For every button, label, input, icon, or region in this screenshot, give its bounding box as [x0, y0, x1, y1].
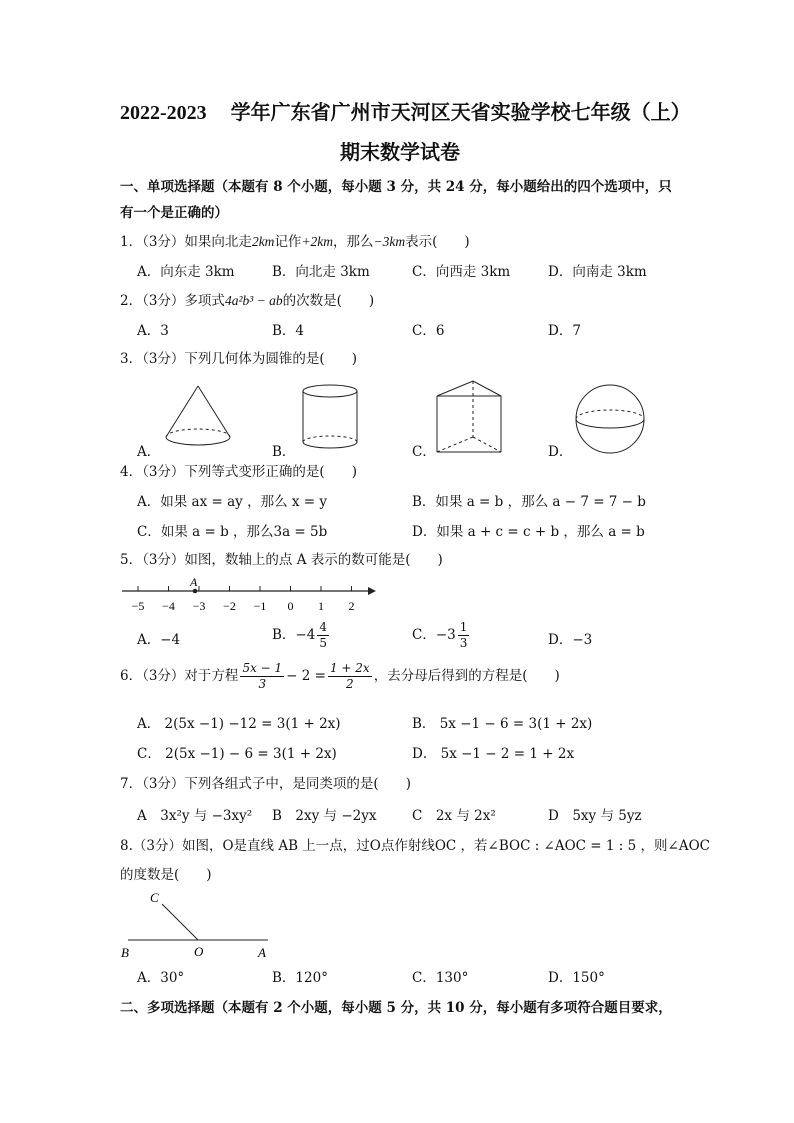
label-o: O	[194, 944, 204, 959]
q6-frac1-den: 3	[258, 677, 267, 691]
question-2	[120, 289, 374, 309]
q7-option-a[interactable]: A 3x²y 与 −3xy²	[137, 808, 253, 824]
q1-text-d: 表示( )	[405, 234, 470, 250]
q8-option-a[interactable]: A．30°	[137, 970, 185, 986]
q5-option-c-num: 1	[459, 620, 468, 634]
axis-label: −1	[253, 599, 267, 613]
q4-option-b[interactable]: B．如果 a = b ，那么 a − 7 = 7 − b	[412, 494, 646, 510]
question-4: 4．（3分）下列等式变形正确的是( )	[120, 464, 357, 480]
q4-option-d[interactable]: D．如果 a + c = c + b ，那么 a = b	[412, 524, 645, 540]
q1-option-d[interactable]: D．向南走 3km	[548, 264, 647, 280]
axis-label: −3	[192, 599, 206, 613]
number-line	[118, 574, 386, 616]
q5-option-a[interactable]: A．−4	[137, 632, 181, 648]
q6-option-b[interactable]: B． 5x −1 − 6 = 3(1 + 2x)	[412, 716, 593, 732]
q5-option-b-den: 5	[319, 636, 327, 650]
point-a-dot	[193, 589, 198, 594]
q2-option-d[interactable]: D．7	[548, 323, 581, 339]
q1-option-b[interactable]: B．向北走 3km	[272, 264, 370, 280]
q2-option-c[interactable]: C．6	[412, 323, 445, 339]
q8-option-d[interactable]: D．150°	[548, 970, 605, 986]
label-b: B	[121, 945, 129, 960]
q2-text-b: 的次数是( )	[282, 293, 375, 309]
q6-text-a: 6．（3分）对于方程	[120, 668, 239, 684]
q5-option-d[interactable]: D．−3	[548, 632, 593, 648]
q5-option-c-den: 3	[459, 636, 468, 650]
q1-math-1: 2km	[251, 234, 275, 249]
angle-figure	[118, 886, 278, 962]
axis-label: −5	[131, 599, 145, 613]
sphere-figure	[572, 381, 648, 457]
question-5: 5．（3分）如图，数轴上的点 A 表示的数可能是( )	[120, 552, 443, 568]
q6-option-a[interactable]: A． 2(5x −1) −12 = 3(1 + 2x)	[137, 716, 341, 732]
question-8: 8.（3分）如图，O是直线 AB 上一点，过O点作射线OC ，若∠BOC : ∠AOC = 1 : 5 ，则∠AOC	[120, 838, 710, 854]
title-rest: 学年广东省广州市天河区天省实验学校七年级（上）	[230, 102, 691, 124]
title-line1	[120, 96, 691, 125]
q4-option-a[interactable]: A．如果 ax = ay ，那么 x = y	[137, 494, 327, 510]
q7-option-d[interactable]: D 5xy 与 5yz	[548, 808, 642, 824]
title-year: 2022-2023	[120, 102, 207, 124]
question-6	[120, 661, 560, 692]
q1-text-c: ，那么	[333, 234, 374, 250]
axis-label: −4	[162, 599, 175, 613]
q1-option-a[interactable]: A．向东走 3km	[137, 264, 235, 280]
prism-figure	[433, 376, 507, 458]
question-1	[120, 230, 470, 250]
section1-heading: 一、单项选择题（本题有 8 个小题，每小题 3 分，共 24 分，每小题给出的四个选项中，只	[120, 179, 672, 195]
q5-option-b-whole: B．−4	[272, 627, 316, 643]
axis-label: 2	[348, 599, 355, 613]
q1-math-3: −3km	[373, 234, 406, 249]
question-3: 3．（3分）下列几何体为圆锥的是( )	[120, 351, 357, 367]
q2-option-a[interactable]: A．3	[137, 323, 169, 339]
section1-heading-cont: 有一个是正确的）	[120, 205, 228, 221]
q2-option-b[interactable]: B．4	[272, 323, 305, 339]
q2-math: 4a²b³ − ab	[224, 293, 283, 308]
q4-option-c[interactable]: C．如果 a = b ，那么3a = 5b	[137, 524, 328, 540]
q5-option-b[interactable]	[272, 620, 331, 651]
axis-label: 0	[287, 599, 294, 613]
q6-mid: − 2 =	[286, 668, 326, 684]
q3-option-d[interactable]: D．	[548, 444, 573, 460]
q3-option-c[interactable]: C．	[412, 444, 436, 460]
q3-option-b[interactable]: B．	[272, 444, 296, 460]
q5-option-b-num: 4	[319, 620, 327, 634]
section2-heading: 二、多项选择题（本题有 2 个小题，每小题 5 分，共 10 分，每小题有多项符合题目要求，	[120, 1000, 672, 1016]
q3-option-a[interactable]: A．	[137, 444, 161, 460]
q6-frac2-num: 1 + 2x	[329, 661, 370, 675]
q2-text-a: 2．（3分）多项式	[120, 293, 225, 309]
title-line2: 期末数学试卷	[340, 142, 460, 164]
point-a-label: A	[190, 575, 198, 589]
q5-option-c-whole: C．−3	[412, 627, 456, 643]
question-8-cont: 的度数是( )	[120, 867, 212, 883]
q5-option-c[interactable]	[412, 620, 471, 651]
cylinder-figure	[298, 382, 362, 454]
cone-figure	[160, 382, 236, 452]
q6-option-d[interactable]: D． 5x −1 − 2 = 1 + 2x	[412, 746, 575, 762]
q1-text-a: 1．（3分）如果向北走	[120, 234, 252, 250]
axis-label: −2	[223, 599, 236, 613]
q7-option-b[interactable]: B 2xy 与 −2yx	[272, 808, 377, 824]
q6-text-b: ，去分母后得到的方程是( )	[373, 668, 560, 684]
q1-math-2: +2km	[301, 234, 334, 249]
label-a: A	[258, 945, 266, 960]
q8-option-b[interactable]: B．120°	[272, 970, 328, 986]
label-c: C	[150, 890, 159, 905]
q6-frac2-den: 2	[346, 677, 354, 691]
q7-option-c[interactable]: C 2x 与 2x²	[412, 808, 496, 824]
axis-label: 1	[318, 599, 324, 613]
q1-text-b: 记作	[274, 234, 302, 250]
q1-option-c[interactable]: C．向西走 3km	[412, 264, 511, 280]
q6-frac1-num: 5x − 1	[242, 661, 283, 675]
q6-option-c[interactable]: C． 2(5x −1) − 6 = 3(1 + 2x)	[137, 746, 337, 762]
question-7: 7．（3分）下列各组式子中，是同类项的是( )	[120, 776, 411, 792]
q8-option-c[interactable]: C．130°	[412, 970, 469, 986]
